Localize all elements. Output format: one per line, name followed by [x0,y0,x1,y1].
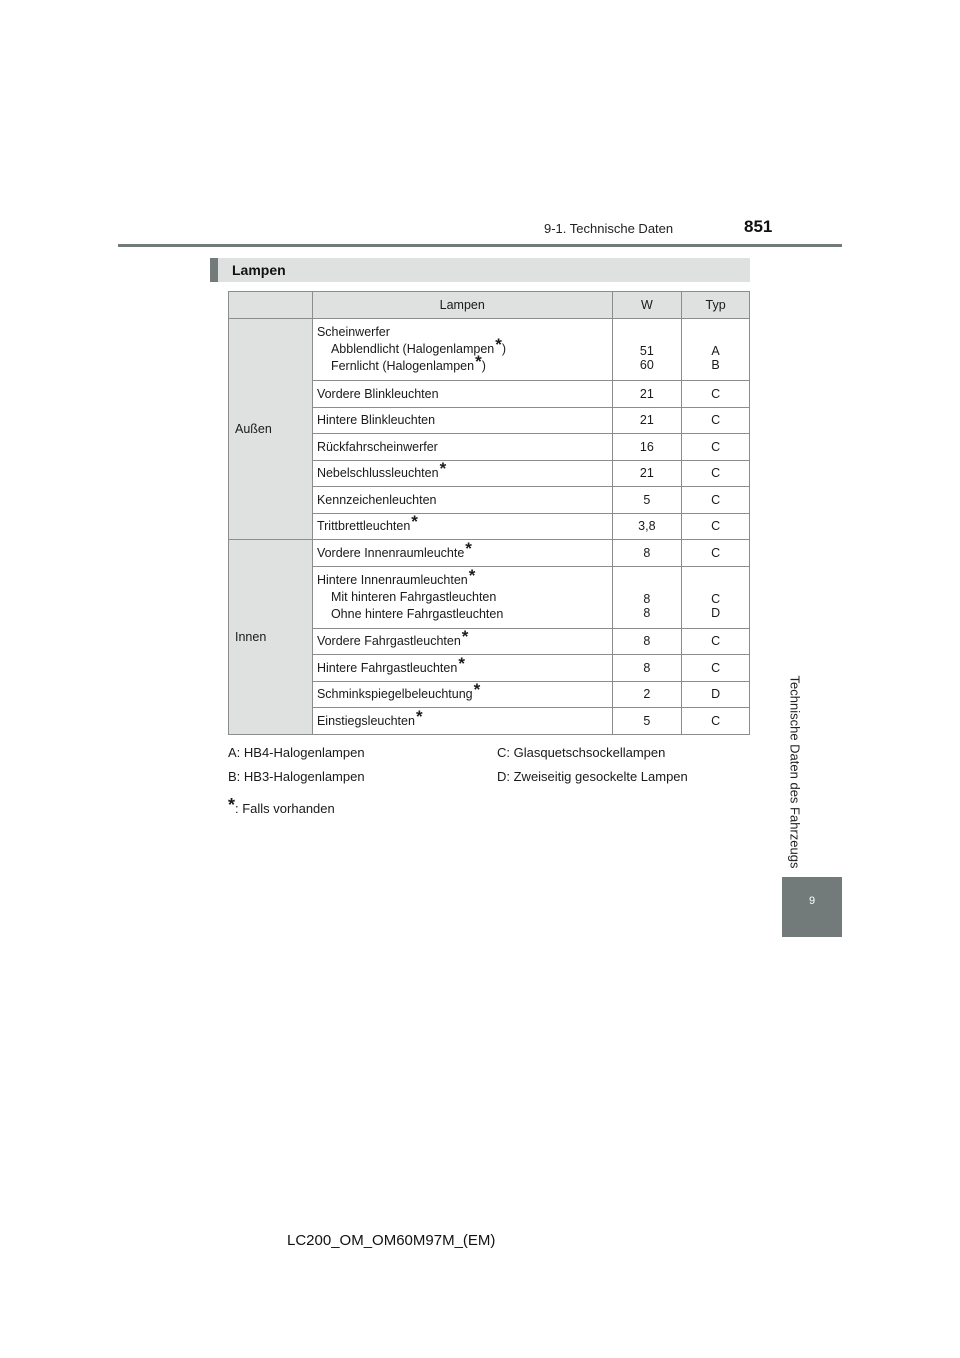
lamp-type: C [682,407,750,434]
lamp-name: Nebelschlussleuchten* [312,460,612,487]
footnote-star-icon: * [468,565,476,585]
legend-b: B: HB3-Halogenlampen [228,769,365,784]
lamp-type: C [682,655,750,682]
lamp-watt: 21 [612,407,682,434]
lamp-watt: 51 60 [612,319,682,381]
lamp-name: Vordere Blinkleuchten [312,381,612,408]
group-outside: Außen [229,319,313,540]
header-rule [118,244,842,247]
lamp-name: Vordere Innenraumleuchte* [312,540,612,567]
lamp-table [228,291,750,735]
chapter-tab [782,877,842,937]
lamp-name: Vordere Fahrgastleuchten* [312,628,612,655]
lamp-type: C [682,434,750,461]
footnote: *: Falls vorhanden [228,795,335,816]
footnote-star-icon: * [495,335,502,354]
lamp-watt: 8 [612,628,682,655]
footnote-star-icon: * [458,653,465,673]
section-title-bar [210,258,750,282]
footnote-star-icon: * [415,706,423,726]
header-watt: W [612,292,682,319]
footnote-star-icon: * [465,538,472,558]
page-number: 851 [744,217,773,236]
lamp-name: Schminkspiegelbeleuchtung* [312,681,612,708]
lamp-type: C [682,381,750,408]
lamp-watt: 2 [612,681,682,708]
lamp-watt: 21 [612,460,682,487]
lamp-name: Hintere Innenraumleuchten* Mit hinteren Fahrgastleuchten Ohne hintere Fahrgastleuchten [312,566,612,628]
lamp-name: Einstiegsleuchten* [312,708,612,735]
footnote-star-icon: * [475,352,482,371]
lamp-watt: 16 [612,434,682,461]
lamp-watt: 8 8 [612,566,682,628]
lamp-type: C D [682,566,750,628]
group-inside: Innen [229,540,313,735]
chapter-side-label [785,676,805,868]
lamp-type: C [682,708,750,735]
document-code: LC200_OM_OM60M97M_(EM) [287,1232,496,1249]
footnote-star-icon: * [439,459,447,479]
section-header: 9-1. Technische Daten [544,221,674,236]
header-type: Typ [682,292,750,319]
footnote-star-icon: * [411,512,418,532]
lamp-type: C [682,487,750,514]
lamp-type: C [682,513,750,540]
footnote-star-icon: * [228,795,236,815]
lamp-name: Hintere Fahrgastleuchten* [312,655,612,682]
lamp-watt: 3,8 [612,513,682,540]
lamp-watt: 5 [612,487,682,514]
lamp-watt: 8 [612,655,682,682]
header-lamp: Lampen [312,292,612,319]
lamp-name: Hintere Blinkleuchten [312,407,612,434]
lamp-name: Kennzeichenleuchten [312,487,612,514]
lamp-watt: 5 [612,708,682,735]
lamp-type: C [682,628,750,655]
table-row [229,319,750,381]
lamp-watt: 21 [612,381,682,408]
lamp-type: D [682,681,750,708]
lamp-type: A B [682,319,750,381]
chapter-number: 9 [808,895,816,907]
legend-a: A: HB4-Halogenlampen [228,745,365,760]
table-header-row [229,292,750,319]
footnote-star-icon: * [473,680,481,700]
section-title: Lampen [232,262,286,278]
header-group [229,292,313,319]
legend-c: C: Glasquetschsockellampen [497,745,666,760]
footnote-star-icon: * [461,627,469,647]
lamp-name: Trittbrettleuchten* [312,513,612,540]
lamp-type: C [682,540,750,567]
table-row [229,540,750,567]
lamp-name: Rückfahrscheinwerfer [312,434,612,461]
legend-d: D: Zweiseitig gesockelte Lampen [497,769,688,784]
chapter-title: Technische Daten des Fahrzeugs [787,675,803,869]
lamp-name: Scheinwerfer Abblendlicht (Halogenlampen*) Fernlicht (Halogenlampen*) [312,319,612,381]
lamp-type: C [682,460,750,487]
lamp-watt: 8 [612,540,682,567]
